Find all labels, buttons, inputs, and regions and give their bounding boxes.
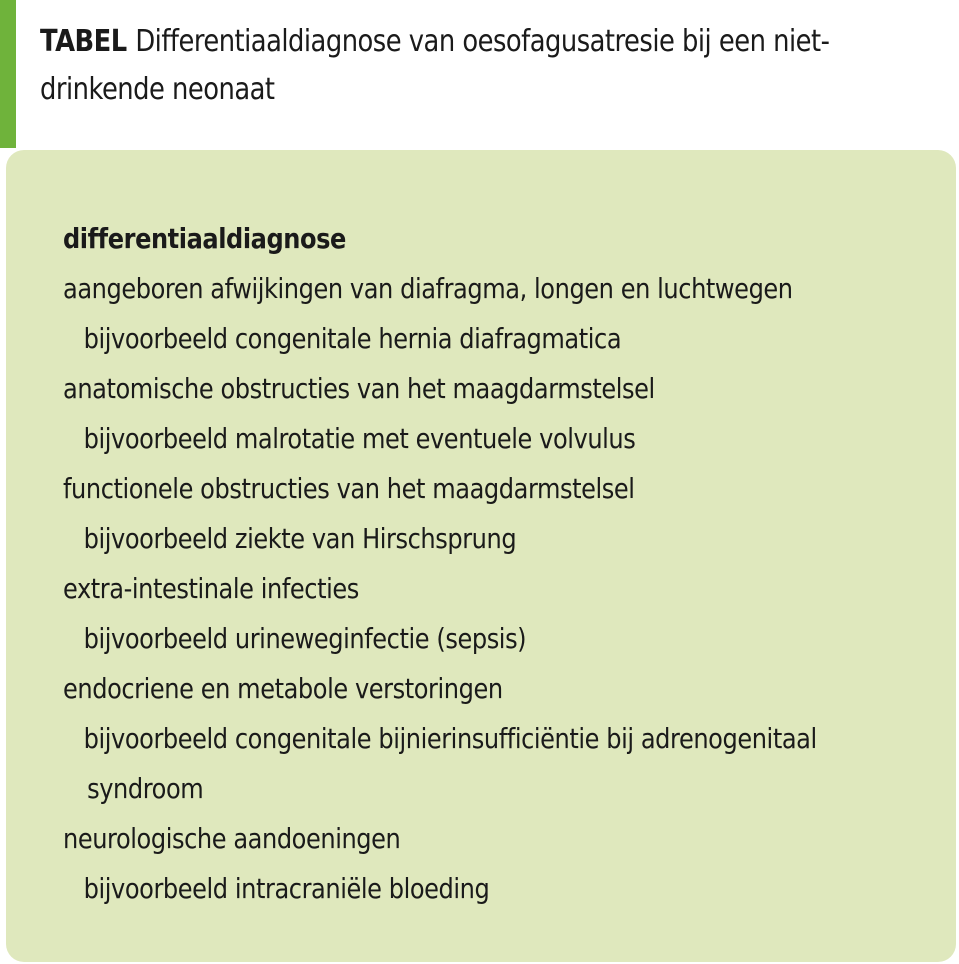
example-row: bijvoorbeeld congenitale hernia diafragmatica [83, 322, 622, 355]
example-row-continuation: syndroom [87, 772, 204, 805]
category-row: aangeboren afwijkingen van diafragma, longen en luchtwegen [63, 272, 793, 305]
table-panel [6, 150, 956, 962]
category-row: extra-intestinale infecties [63, 572, 359, 605]
caption-title-line-1: Differentiaaldiagnose van oesofagusatresie bij een niet- [135, 24, 830, 59]
category-row: functionele obstructies van het maagdarmstelsel [63, 472, 635, 505]
category-row: neurologische aandoeningen [63, 822, 401, 855]
example-row: bijvoorbeeld urineweginfectie (sepsis) [83, 622, 527, 655]
caption-line-1 [40, 18, 830, 66]
caption-title-line-2: drinkende neonaat [40, 72, 275, 107]
example-row: bijvoorbeeld congenitale bijnierinsufficiëntie bij adrenogenitaal [83, 722, 817, 755]
table-caption [0, 0, 959, 148]
example-row: bijvoorbeeld ziekte van Hirschsprung [83, 522, 517, 555]
example-row: bijvoorbeeld malrotatie met eventuele volvulus [83, 422, 636, 455]
table-header: differentiaaldiagnose [63, 222, 346, 255]
caption-text [40, 18, 830, 114]
category-row: anatomische obstructies van het maagdarmstelsel [63, 372, 655, 405]
category-row: endocriene en metabole verstoringen [63, 672, 503, 705]
accent-bar [0, 0, 16, 148]
table-content [63, 214, 837, 914]
caption-label: TABEL [40, 24, 127, 59]
example-row: bijvoorbeeld intracraniële bloeding [83, 872, 490, 905]
